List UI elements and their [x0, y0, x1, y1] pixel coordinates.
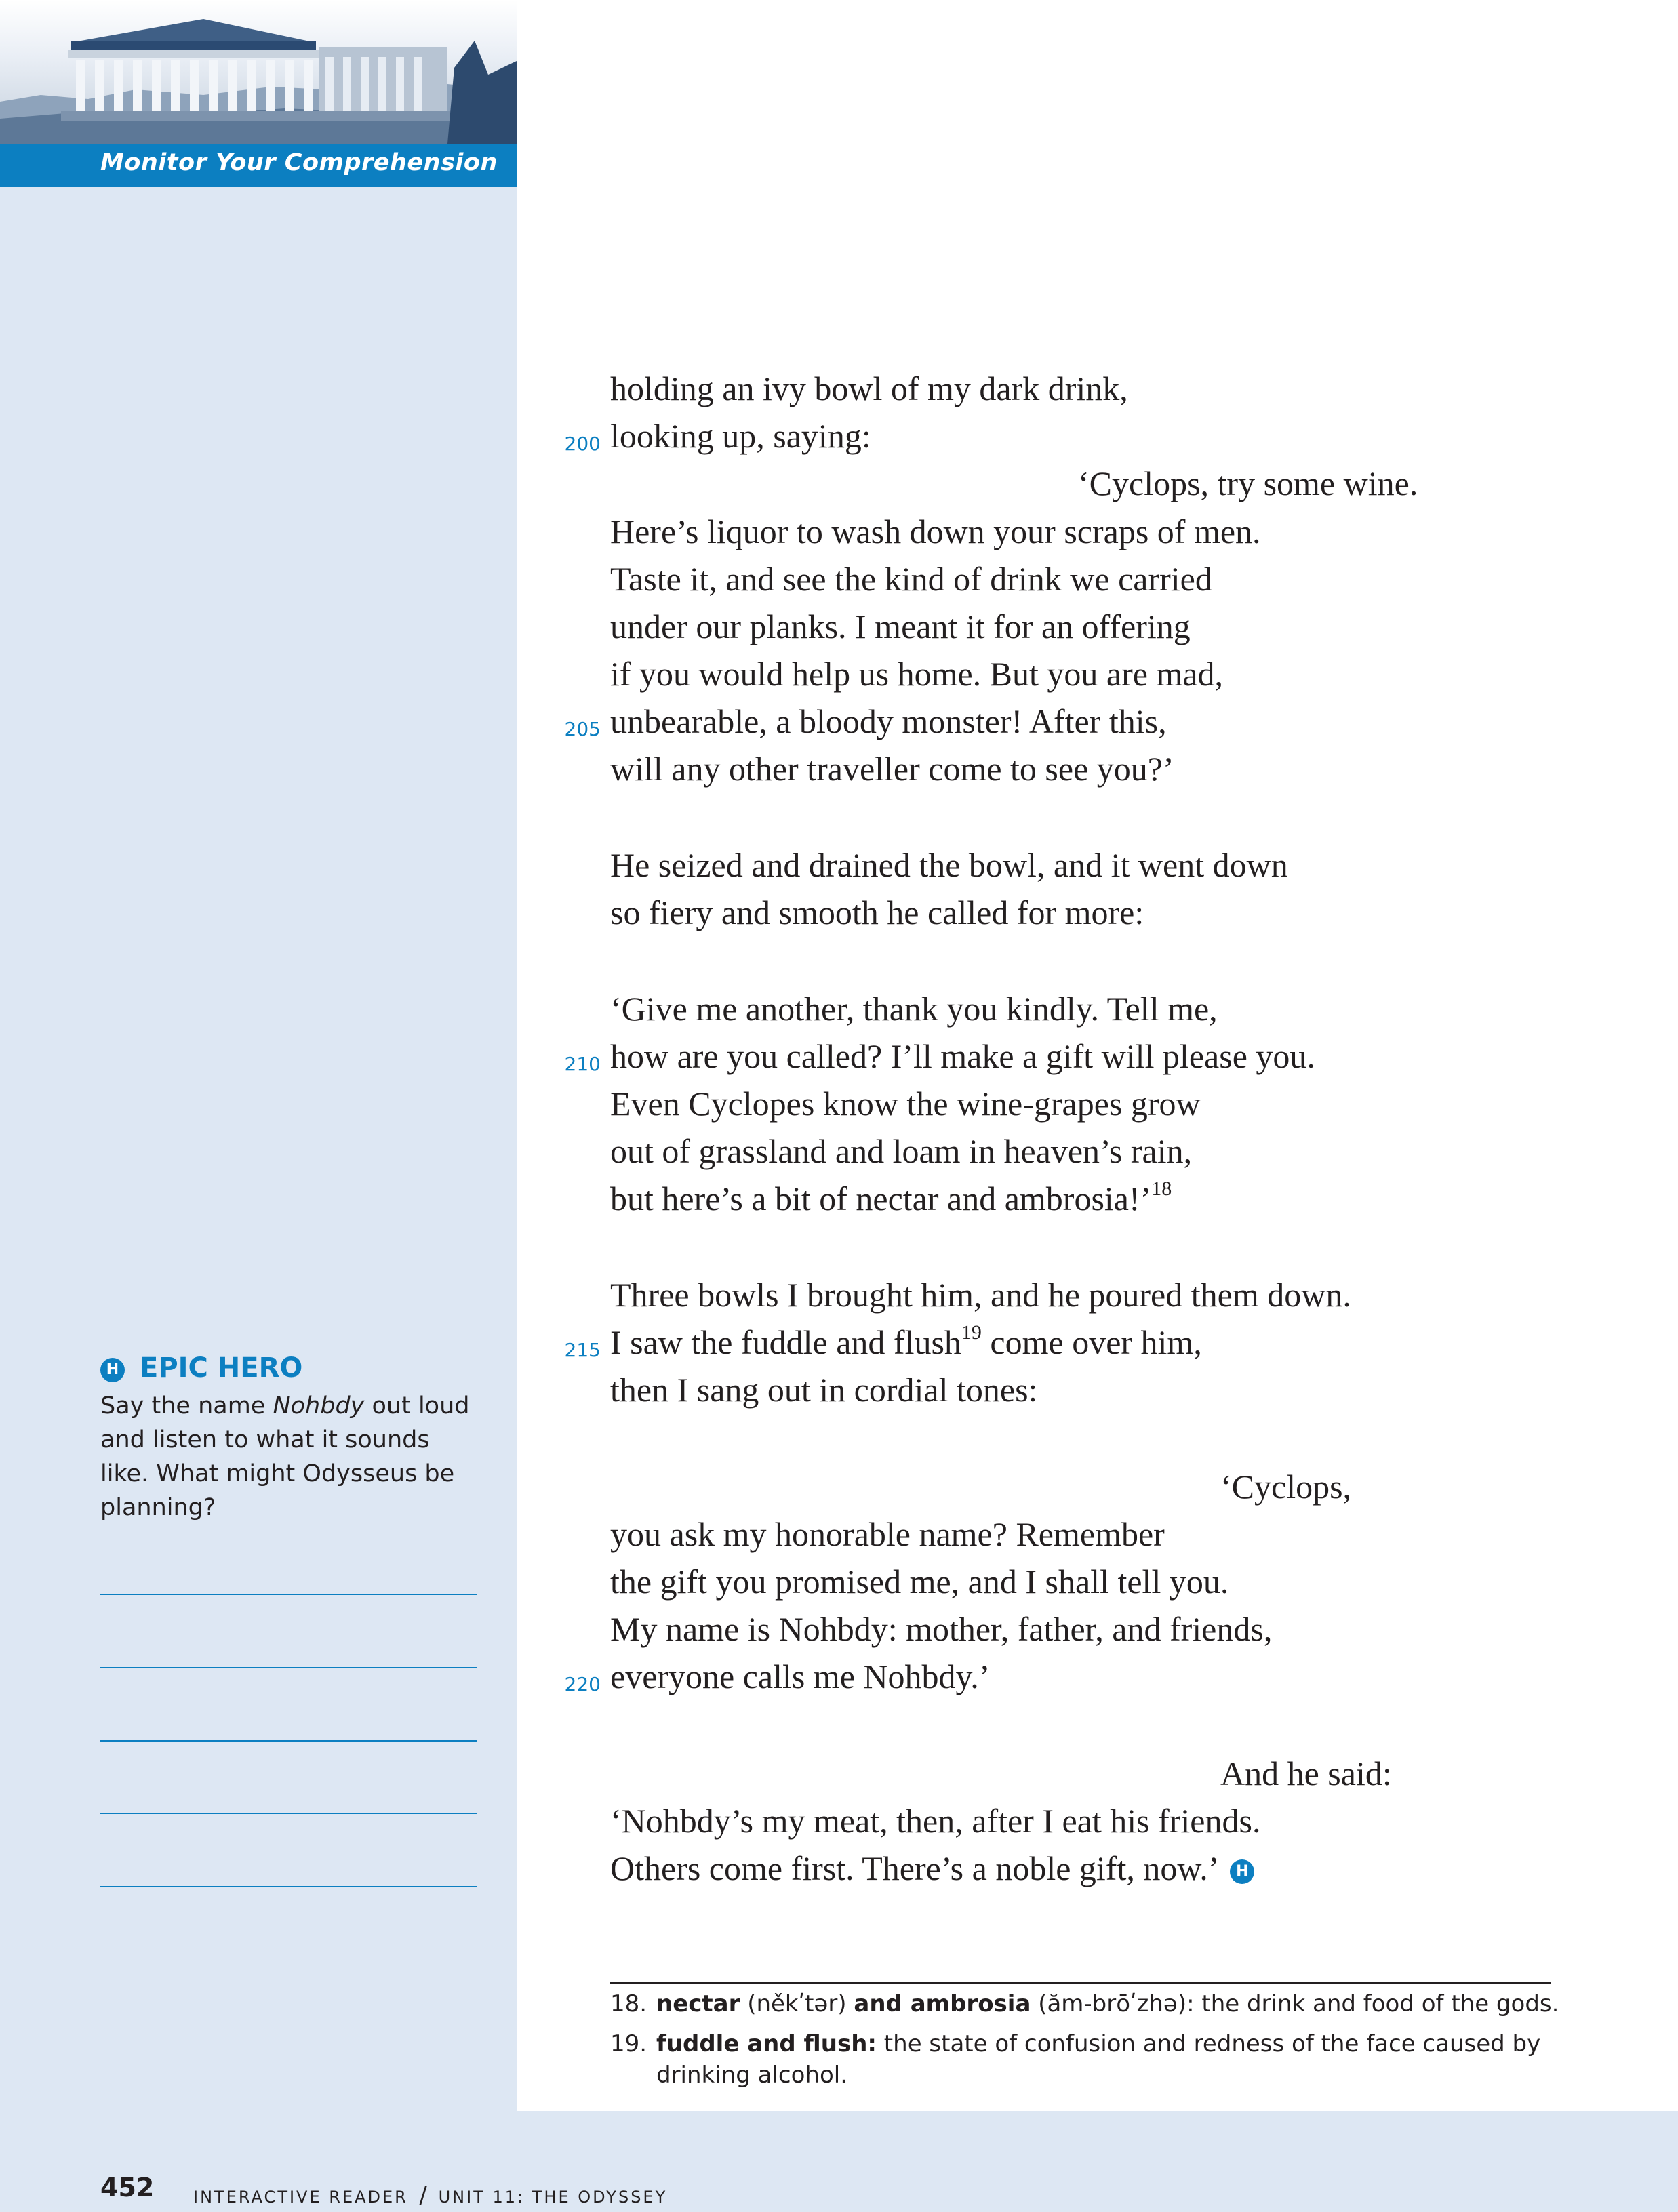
poem-line: And he said: — [1220, 1754, 1392, 1792]
poem-line: He seized and drained the bowl, and it went down — [610, 846, 1288, 884]
footnote-19: 19. fuddle and flush: the state of confusion and redness of the face caused by drinking alcohol. — [610, 2030, 1541, 2089]
poem-line: everyone calls me Nohbdy.’ — [610, 1657, 991, 1695]
poem-line: unbearable, a bloody monster! After this, — [610, 702, 1167, 740]
note-title-text: EPIC HERO — [140, 1352, 303, 1384]
line-number: 215 — [564, 1339, 601, 1361]
poem-line: so fiery and smooth he called for more: — [610, 893, 1144, 931]
footnote-ref[interactable]: 19 — [961, 1321, 982, 1344]
footnote-18: 18. nectar (někʹtər) and ambrosia (ăm-brōʹzhə): the drink and food of the gods. — [610, 1990, 1559, 2017]
footnote-rule — [610, 1982, 1551, 1984]
line-number: 220 — [564, 1673, 601, 1695]
poem-line: I saw the fuddle and flush$^{19}$ come over him, — [610, 1321, 1202, 1361]
poem-line: Taste it, and see the kind of drink we carried — [610, 560, 1212, 598]
poem-line: Others come first. There’s a noble gift, now.’ H — [610, 1851, 1254, 1885]
note-prompt: Say the name Nohbdy out loud and listen to what it sounds like. What might Odysseus be planning? — [100, 1392, 470, 1521]
line-number: 210 — [564, 1053, 601, 1075]
poem-line: Even Cyclopes know the wine-grapes grow — [610, 1085, 1201, 1123]
poem-line: Three bowls I brought him, and he poured them down. — [610, 1276, 1351, 1314]
poem-line: will any other traveller come to see you?’ — [610, 750, 1174, 788]
poem-line: ‘Cyclops, try some wine. — [1078, 464, 1418, 502]
note-badge: H — [100, 1358, 125, 1382]
poem-line: holding an ivy bowl of my dark drink, — [610, 369, 1128, 407]
poem-line: ‘Cyclops, — [1220, 1468, 1352, 1506]
footnote-ref[interactable]: 18 — [1151, 1178, 1172, 1200]
note-marker-badge: H — [1230, 1859, 1254, 1884]
poem-line: looking up, saying: — [610, 417, 871, 455]
poem-line: ‘Nohbdy’s my meat, then, after I eat his friends. — [610, 1802, 1261, 1840]
poem-line: how are you called? I’ll make a gift will please you. — [610, 1037, 1315, 1075]
running-head: INTERACTIVE READER / UNIT 11: THE ODYSSEY — [193, 2181, 668, 2209]
poem-line: but here’s a bit of nectar and ambrosia!’$^{18}$ — [610, 1178, 1172, 1218]
line-number: 200 — [564, 433, 601, 455]
poem-line: ‘Give me another, thank you kindly. Tell me, — [610, 990, 1218, 1028]
poem-line: Here’s liquor to wash down your scraps of men. — [610, 512, 1261, 550]
poem-line: if you would help us home. But you are mad, — [610, 655, 1224, 693]
page-number: 452 — [100, 2173, 155, 2203]
poem-line: the gift you promised me, and I shall tell you. — [610, 1563, 1229, 1601]
note-emphasis: Nohbdy — [273, 1392, 365, 1420]
poem-line: out of grassland and loam in heaven’s rain, — [610, 1132, 1193, 1170]
poem-line: under our planks. I meant it for an offering — [610, 607, 1191, 645]
section-label: Monitor Your Comprehension — [100, 149, 498, 176]
poem-line: My name is Nohbdy: mother, father, and friends, — [610, 1610, 1273, 1648]
poem-line: then I sang out in cordial tones: — [610, 1371, 1038, 1409]
poem-line: you ask my honorable name? Remember — [610, 1515, 1165, 1553]
line-number: 205 — [564, 718, 601, 740]
